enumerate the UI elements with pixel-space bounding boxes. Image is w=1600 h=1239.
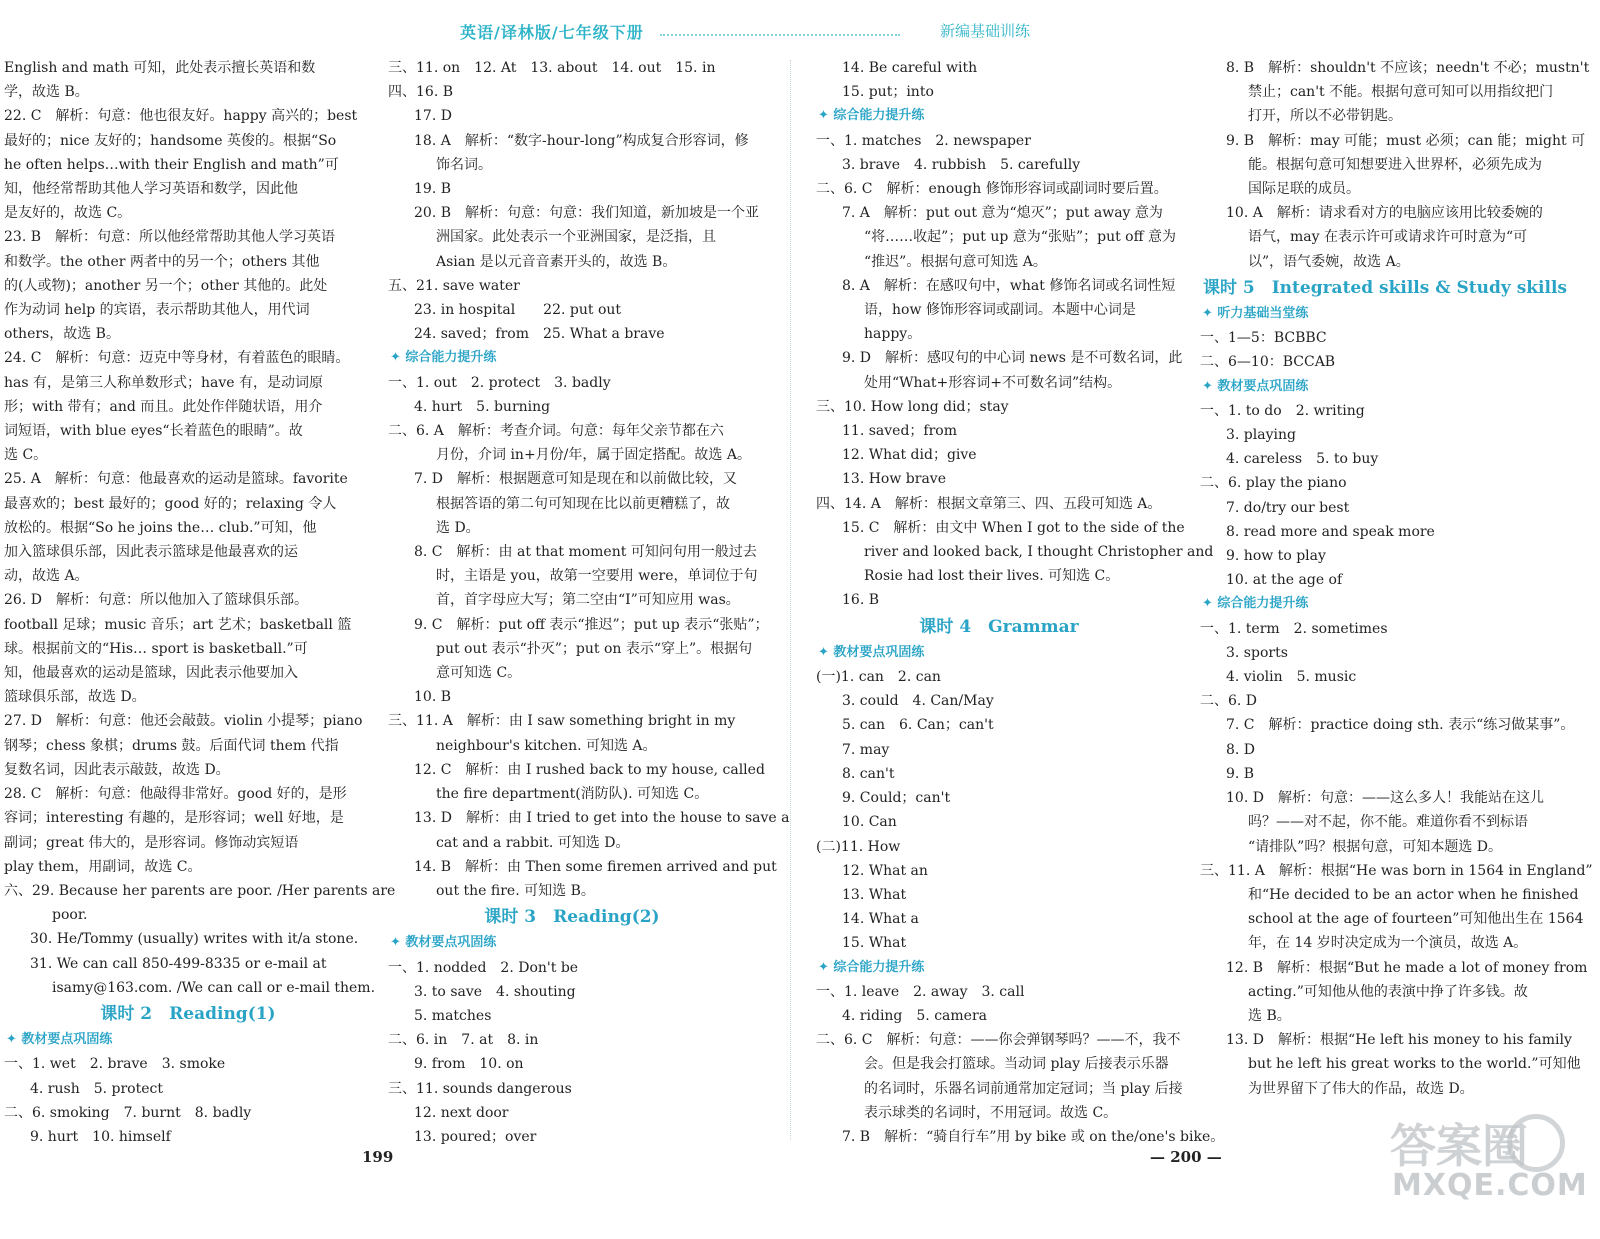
text-line: poor. — [52, 907, 88, 924]
page-number-right: — 200 — — [1150, 1148, 1222, 1166]
text-line: 能。根据句意可知想要进入世界杯，必须先成为 — [1248, 156, 1542, 173]
text-line: 4. violin 5. music — [1226, 669, 1357, 686]
page-number-left: 199 — [362, 1148, 394, 1166]
text-line: 饰名词。 — [436, 156, 492, 173]
text-line: 一、1. leave 2. away 3. call — [816, 983, 1025, 1000]
text-line: 洲国家。此处表示一个亚洲国家，是泛指，且 — [436, 229, 716, 246]
text-line: 学，故选 B。 — [4, 84, 89, 101]
text-line: 9. hurt 10. himself — [30, 1128, 171, 1145]
text-line: 5. can 6. Can；can't — [842, 717, 994, 734]
text-line: 钢琴；chess 象棋；drums 鼓。后面代词 them 代指 — [4, 737, 339, 754]
text-line: 五、21. save water — [388, 277, 520, 294]
text-line: 28. C 解析：句意：他敲得非常好。good 好的，是形 — [4, 786, 347, 803]
text-line: 20. B 解析：句意：句意：我们知道，新加坡是一个亚 — [414, 205, 760, 222]
text-line: 7. do/try our best — [1226, 499, 1350, 516]
section-label: ✦ 听力基础当堂练 — [1202, 306, 1309, 322]
text-line: 8. A 解析：在感叹句中，what 修饰名词或名词性短 — [842, 277, 1176, 294]
text-line: 12. B 解析：根据“But he made a lot of money from — [1226, 959, 1588, 976]
lesson-title: 课时 2 Reading(1) — [100, 1003, 276, 1024]
text-line: 14. B 解析：由 Then some firemen arrived and put — [414, 858, 777, 875]
text-line: 二、6. C 解析：句意：——你会弹钢琴吗？——不，我不 — [816, 1032, 1181, 1049]
text-line: 选 B。 — [1248, 1007, 1291, 1024]
text-line: 加入篮球俱乐部，因此表示篮球是他最喜欢的运 — [4, 544, 298, 561]
text-line: 5. matches — [414, 1007, 492, 1024]
text-line: 9. C 解析：put off 表示“推迟”；put up 表示“张贴”； — [414, 616, 769, 633]
text-line: 形；with 带有；and 而且。此处作伴随状语，用介 — [4, 398, 323, 415]
text-line: 二、6. C 解析：enough 修饰形容词或副词时要后置。 — [816, 181, 1168, 198]
watermark-circle — [1507, 1114, 1565, 1172]
text-line: 首，首字母应大写；第二空由“I”可知应用 was。 — [436, 592, 740, 609]
text-line: 12. C 解析：由 I rushed back to my house, called — [414, 761, 765, 778]
text-line: “推迟”。根据句意可知选 A。 — [864, 253, 1047, 270]
text-line: 16. B — [842, 592, 880, 609]
text-line: 语，how 修饰形容词或副词。本题中心词是 — [864, 302, 1136, 319]
text-line: 的名词时，乐器名词前通常加定冠词；当 play 后接 — [864, 1080, 1183, 1097]
text-line: 最好的；nice 友好的；handsome 英俊的。根据“So — [4, 132, 337, 149]
column-2 — [388, 56, 790, 1149]
text-line: 动，故选 A。 — [4, 568, 89, 585]
text-line: 一、1. matches 2. newspaper — [816, 132, 1031, 149]
text-line: 三、11. A 解析：由 I saw something bright in my — [388, 713, 736, 730]
text-line: 和“He decided to be an actor when he finished — [1248, 886, 1579, 903]
text-line: 9. D 解析：感叹句的中心词 news 是不可数名词，此 — [842, 350, 1183, 367]
text-line: 三、10. How long did；stay — [816, 398, 1009, 415]
text-line: football 足球；music 音乐；art 艺术；basketball 篮 — [4, 616, 352, 633]
section-label: ✦ 教材要点巩固练 — [6, 1032, 113, 1048]
text-line: 24. C 解析：句意：迈克中等身材，有着蓝色的眼睛。 — [4, 350, 350, 367]
text-line: (二)11. How — [816, 838, 901, 855]
text-line: 9. B 解析：may 可能；must 必须；can 能；might 可 — [1226, 132, 1586, 149]
text-line: 23. B 解析：句意：所以他经常帮助其他人学习英语 — [4, 229, 336, 246]
text-line: isamy@163.com. /We can call or e-mail them. — [52, 979, 376, 996]
text-line: 12. What an — [842, 862, 928, 879]
text-line: 二、6. A 解析：考查介词。句意：每年父亲节都在六 — [388, 423, 724, 440]
text-line: 二、6. play the piano — [1200, 475, 1347, 492]
text-line: 知，他经常帮助其他人学习英语和数学，因此他 — [4, 181, 298, 198]
text-line: river and looked back, I thought Christopher and — [864, 544, 1214, 561]
text-line: 30. He/Tommy (usually) writes with it/a stone. — [30, 931, 359, 948]
text-line: 副词；great 伟大的，是形容词。修饰动宾短语 — [4, 834, 299, 851]
text-line: put out 表示“扑灭”；put on 表示“穿上”。根据句 — [436, 640, 753, 657]
text-line: 13. D 解析：由 I tried to get into the house to save a — [414, 810, 790, 827]
section-label: ✦ 教材要点巩固练 — [1202, 378, 1309, 394]
watermark-top: 答案圈 — [1390, 1119, 1528, 1173]
text-line: neighbour's kitchen. 可知选 A。 — [436, 737, 657, 754]
text-line: 二、6. in 7. at 8. in — [388, 1032, 539, 1049]
text-line: 三、11. on 12. At 13. about 14. out 15. in — [388, 60, 716, 76]
text-line: 表示球类的名词时，不用冠词。故选 C。 — [864, 1104, 1118, 1121]
text-line: 六、29. Because her parents are poor. /Her parents are — [4, 882, 396, 899]
text-line: 10. B — [414, 689, 452, 706]
section-label: ✦ 综合能力提升练 — [390, 350, 497, 366]
text-line: 13. What — [842, 886, 907, 903]
text-line: 和数学。the other 两者中的另一个；others 其他 — [4, 253, 320, 270]
text-line: 意可知选 C。 — [436, 665, 522, 682]
text-line: 3. brave 4. rubbish 5. carefully — [842, 156, 1081, 173]
text-line: 以”，语气委婉，故选 A。 — [1248, 253, 1410, 270]
text-line: 一、1. term 2. sometimes — [1200, 620, 1388, 637]
text-line: 年，在 14 岁时决定成为一个演员，故选 A。 — [1248, 935, 1528, 952]
text-line: 禁止；can't 不能。根据句意可知可以用指纹把门 — [1248, 84, 1554, 101]
text-line: others，故选 B。 — [4, 326, 120, 343]
text-line: 4. hurt 5. burning — [414, 398, 551, 415]
text-line: 语气，may 在表示许可或请求许可时意为“可 — [1248, 229, 1528, 246]
header-series: 新编基础训练 — [939, 22, 1030, 40]
text-line: 一、1. to do 2. writing — [1200, 402, 1365, 419]
text-line: 13. D 解析：根据“He left his money to his family — [1226, 1032, 1572, 1049]
section-label: ✦ 综合能力提升练 — [818, 108, 925, 124]
text-line: 选 C。 — [4, 447, 48, 464]
text-line: 9. Could；can't — [842, 790, 951, 807]
text-line: acting.”可知他从他的表演中挣了许多钱。故 — [1248, 983, 1528, 1000]
page-gutter — [790, 60, 791, 1140]
text-line: 国际足联的成员。 — [1248, 181, 1360, 198]
text-line: 一、1. out 2. protect 3. badly — [388, 374, 611, 391]
text-line: 19. B — [414, 181, 452, 198]
column-4 — [1200, 56, 1593, 1101]
text-line: 为世界留下了伟大的作品，故选 D。 — [1248, 1080, 1474, 1097]
section-label: ✦ 综合能力提升练 — [818, 959, 925, 975]
text-line: 放松的。根据“So he joins the… club.”可知，他 — [4, 519, 317, 536]
text-line: 复数名词，因此表示敲鼓，故选 D。 — [4, 761, 230, 778]
text-line: English and math 可知，此处表示擅长英语和数 — [4, 60, 316, 76]
text-line: 3. to save 4. shouting — [414, 983, 576, 1000]
text-line: 3. sports — [1226, 644, 1288, 661]
text-line: Rosie had lost their lives. 可知选 C。 — [864, 568, 1120, 585]
text-line: 8. read more and speak more — [1226, 523, 1435, 540]
text-line: out the fire. 可知选 B。 — [436, 882, 595, 899]
text-line: 31. We can call 850-499-8335 or e-mail at — [30, 955, 327, 972]
text-line: 10. A 解析：请求看对方的电脑应该用比较委婉的 — [1226, 205, 1543, 222]
text-line: 17. D — [414, 108, 452, 125]
text-line: 14. What a — [842, 911, 919, 928]
text-line: 13. poured；over — [414, 1128, 537, 1145]
text-line: 4. rush 5. protect — [30, 1080, 163, 1097]
text-line: 四、16. B — [388, 84, 454, 101]
text-line: 选 D。 — [436, 519, 480, 536]
text-line: 15. put；into — [842, 84, 934, 101]
header-title: 英语/译林版/七年级下册 — [460, 23, 644, 42]
text-line: 知，他最喜欢的运动是篮球，因此表示他要加入 — [4, 665, 298, 682]
text-line: 10. Can — [842, 814, 897, 831]
text-line: 的(人或物)；another 另一个；other 其他的。此处 — [4, 277, 328, 294]
lesson-title: 课时 3 Reading(2) — [484, 907, 660, 928]
text-line: 7. may — [842, 741, 890, 758]
text-line: Asian 是以元音音素开头的，故选 B。 — [436, 253, 677, 270]
text-line: 四、14. A 解析：根据文章第三、四、五段可知选 A。 — [816, 495, 1162, 512]
text-line: has 有，是第三人称单数形式；have 有，是动词原 — [4, 374, 324, 391]
text-line: 10. at the age of — [1226, 572, 1343, 589]
text-line: 打开，所以不必带钥匙。 — [1248, 108, 1402, 125]
text-line: 27. D 解析：句意：他还会敲鼓。violin 小提琴；piano — [4, 713, 363, 730]
text-line: 7. B 解析：“骑自行车”用 by bike 或 on the/one's bike。 — [842, 1128, 1225, 1145]
text-line: 月份，介词 in+月份/年，属于固定搭配。故选 A。 — [436, 447, 751, 464]
text-line: 12. What did；give — [842, 447, 977, 464]
text-line: 二、6—10：BCCAB — [1200, 354, 1336, 371]
text-line: 词短语，with blue eyes“长着蓝色的眼睛”。故 — [4, 423, 303, 440]
text-line: 7. A 解析：put out 意为“熄灭”；put away 意为 — [842, 205, 1163, 222]
text-line: 22. C 解析：句意：他也很友好。happy 高兴的；best — [4, 108, 358, 125]
watermark-bottom: MXQE.COM — [1392, 1168, 1588, 1203]
text-line: 13. How brave — [842, 471, 946, 488]
text-line: 一、1. nodded 2. Don't be — [388, 959, 579, 976]
text-line: 8. B 解析：shouldn't 不应该；needn't 不必；mustn't — [1226, 60, 1590, 76]
text-line: 3. playing — [1226, 427, 1296, 444]
running-header — [460, 18, 1030, 44]
text-line: (一)1. can 2. can — [816, 669, 941, 686]
text-line: 7. D 解析：根据题意可知是现在和以前做比较，又 — [414, 471, 738, 488]
text-line: 15. What — [842, 935, 907, 952]
text-line: 三、11. sounds dangerous — [388, 1080, 572, 1097]
text-line: 时，主语是 you，故第一空要用 were，单词位于句 — [436, 568, 758, 585]
text-line: 11. saved；from — [842, 423, 957, 440]
text-line: 8. can't — [842, 765, 895, 782]
column-3 — [816, 56, 1225, 1149]
lesson-title: 课时 5 Integrated skills & Study skills — [1202, 277, 1567, 298]
text-line: “请排队”吗？根据句意，可知本题选 D。 — [1248, 838, 1502, 855]
text-line: 三、11. A 解析：根据“He was born in 1564 in England” — [1200, 862, 1593, 879]
text-line: 一、1. wet 2. brave 3. smoke — [4, 1056, 226, 1073]
text-line: 9. how to play — [1226, 548, 1326, 565]
text-line: 是友好的，故选 C。 — [4, 205, 132, 222]
text-line: 24. saved；from 25. What a brave — [414, 326, 665, 343]
header-rule — [660, 28, 900, 36]
text-line: 球。根据前文的“His… sport is basketball.”可 — [4, 640, 308, 657]
text-line: happy。 — [864, 326, 922, 343]
text-line: 18. A 解析：“数字-hour-long”构成复合形容词，修 — [414, 132, 749, 149]
text-line: 最喜欢的；best 最好的；good 好的；relaxing 令人 — [4, 495, 337, 512]
text-line: “将……收起”；put up 意为“张贴”；put off 意为 — [864, 229, 1176, 246]
text-line: 8. D — [1226, 741, 1256, 758]
text-line: 二、6. D — [1200, 693, 1258, 710]
text-line: 根据答语的第二句可知现在比以前更糟糕了，故 — [436, 495, 730, 512]
text-line: 9. B — [1226, 765, 1255, 782]
text-line: 作为动词 help 的宾语，表示帮助其他人，用代词 — [4, 302, 310, 319]
column-1 — [4, 56, 396, 1149]
text-line: 4. riding 5. camera — [842, 1007, 987, 1024]
watermark-logo — [1390, 1110, 1588, 1220]
text-line: the fire department(消防队). 可知选 C。 — [436, 786, 709, 803]
section-label: ✦ 教材要点巩固练 — [818, 644, 925, 660]
text-line: 4. careless 5. to buy — [1226, 451, 1379, 468]
text-line: but he left his great works to the world.”可知他 — [1248, 1056, 1581, 1073]
text-line: 12. next door — [414, 1104, 509, 1121]
text-line: 一、1—5：BCBBC — [1200, 330, 1327, 347]
lesson-title: 课时 4 Grammar — [919, 616, 1079, 637]
text-line: 9. from 10. on — [414, 1056, 524, 1073]
text-line: cat and a rabbit. 可知选 D。 — [436, 834, 630, 851]
text-line: he often helps…with their English and math”可 — [4, 156, 339, 173]
section-label: ✦ 综合能力提升练 — [1202, 596, 1309, 612]
text-line: 会。但是我会打篮球。当动词 play 后接表示乐器 — [864, 1056, 1169, 1073]
text-line: 处用“What+形容词+不可数名词”结构。 — [864, 374, 1122, 391]
text-line: school at the age of fourteen”可知他出生在 1564 — [1248, 911, 1584, 928]
text-line: 23. in hospital 22. put out — [414, 302, 622, 319]
text-line: 3. could 4. Can/May — [842, 693, 994, 710]
text-line: 26. D 解析：句意：所以他加入了篮球俱乐部。 — [4, 592, 308, 609]
text-line: 篮球俱乐部，故选 D。 — [4, 689, 146, 706]
text-line: play them，用副词，故选 C。 — [4, 858, 202, 875]
section-label: ✦ 教材要点巩固练 — [390, 935, 497, 951]
text-line: 14. Be careful with — [842, 60, 978, 76]
text-line: 15. C 解析：由文中 When I got to the side of the — [842, 519, 1185, 536]
text-line: 二、6. smoking 7. burnt 8. badly — [4, 1104, 252, 1121]
text-line: 8. C 解析：由 at that moment 可知问句用一般过去 — [414, 544, 757, 561]
text-line: 10. D 解析：句意：——这么多人！我能站在这儿 — [1226, 790, 1544, 807]
text-line: 7. C 解析：practice doing sth. 表示“练习做某事”。 — [1226, 717, 1575, 734]
text-line: 吗？——对不起，你不能。难道你看不到标语 — [1248, 814, 1528, 831]
text-line: 25. A 解析：句意：他最喜欢的运动是篮球。favorite — [4, 471, 348, 488]
text-line: 容词；interesting 有趣的，是形容词；well 好地，是 — [4, 810, 344, 827]
